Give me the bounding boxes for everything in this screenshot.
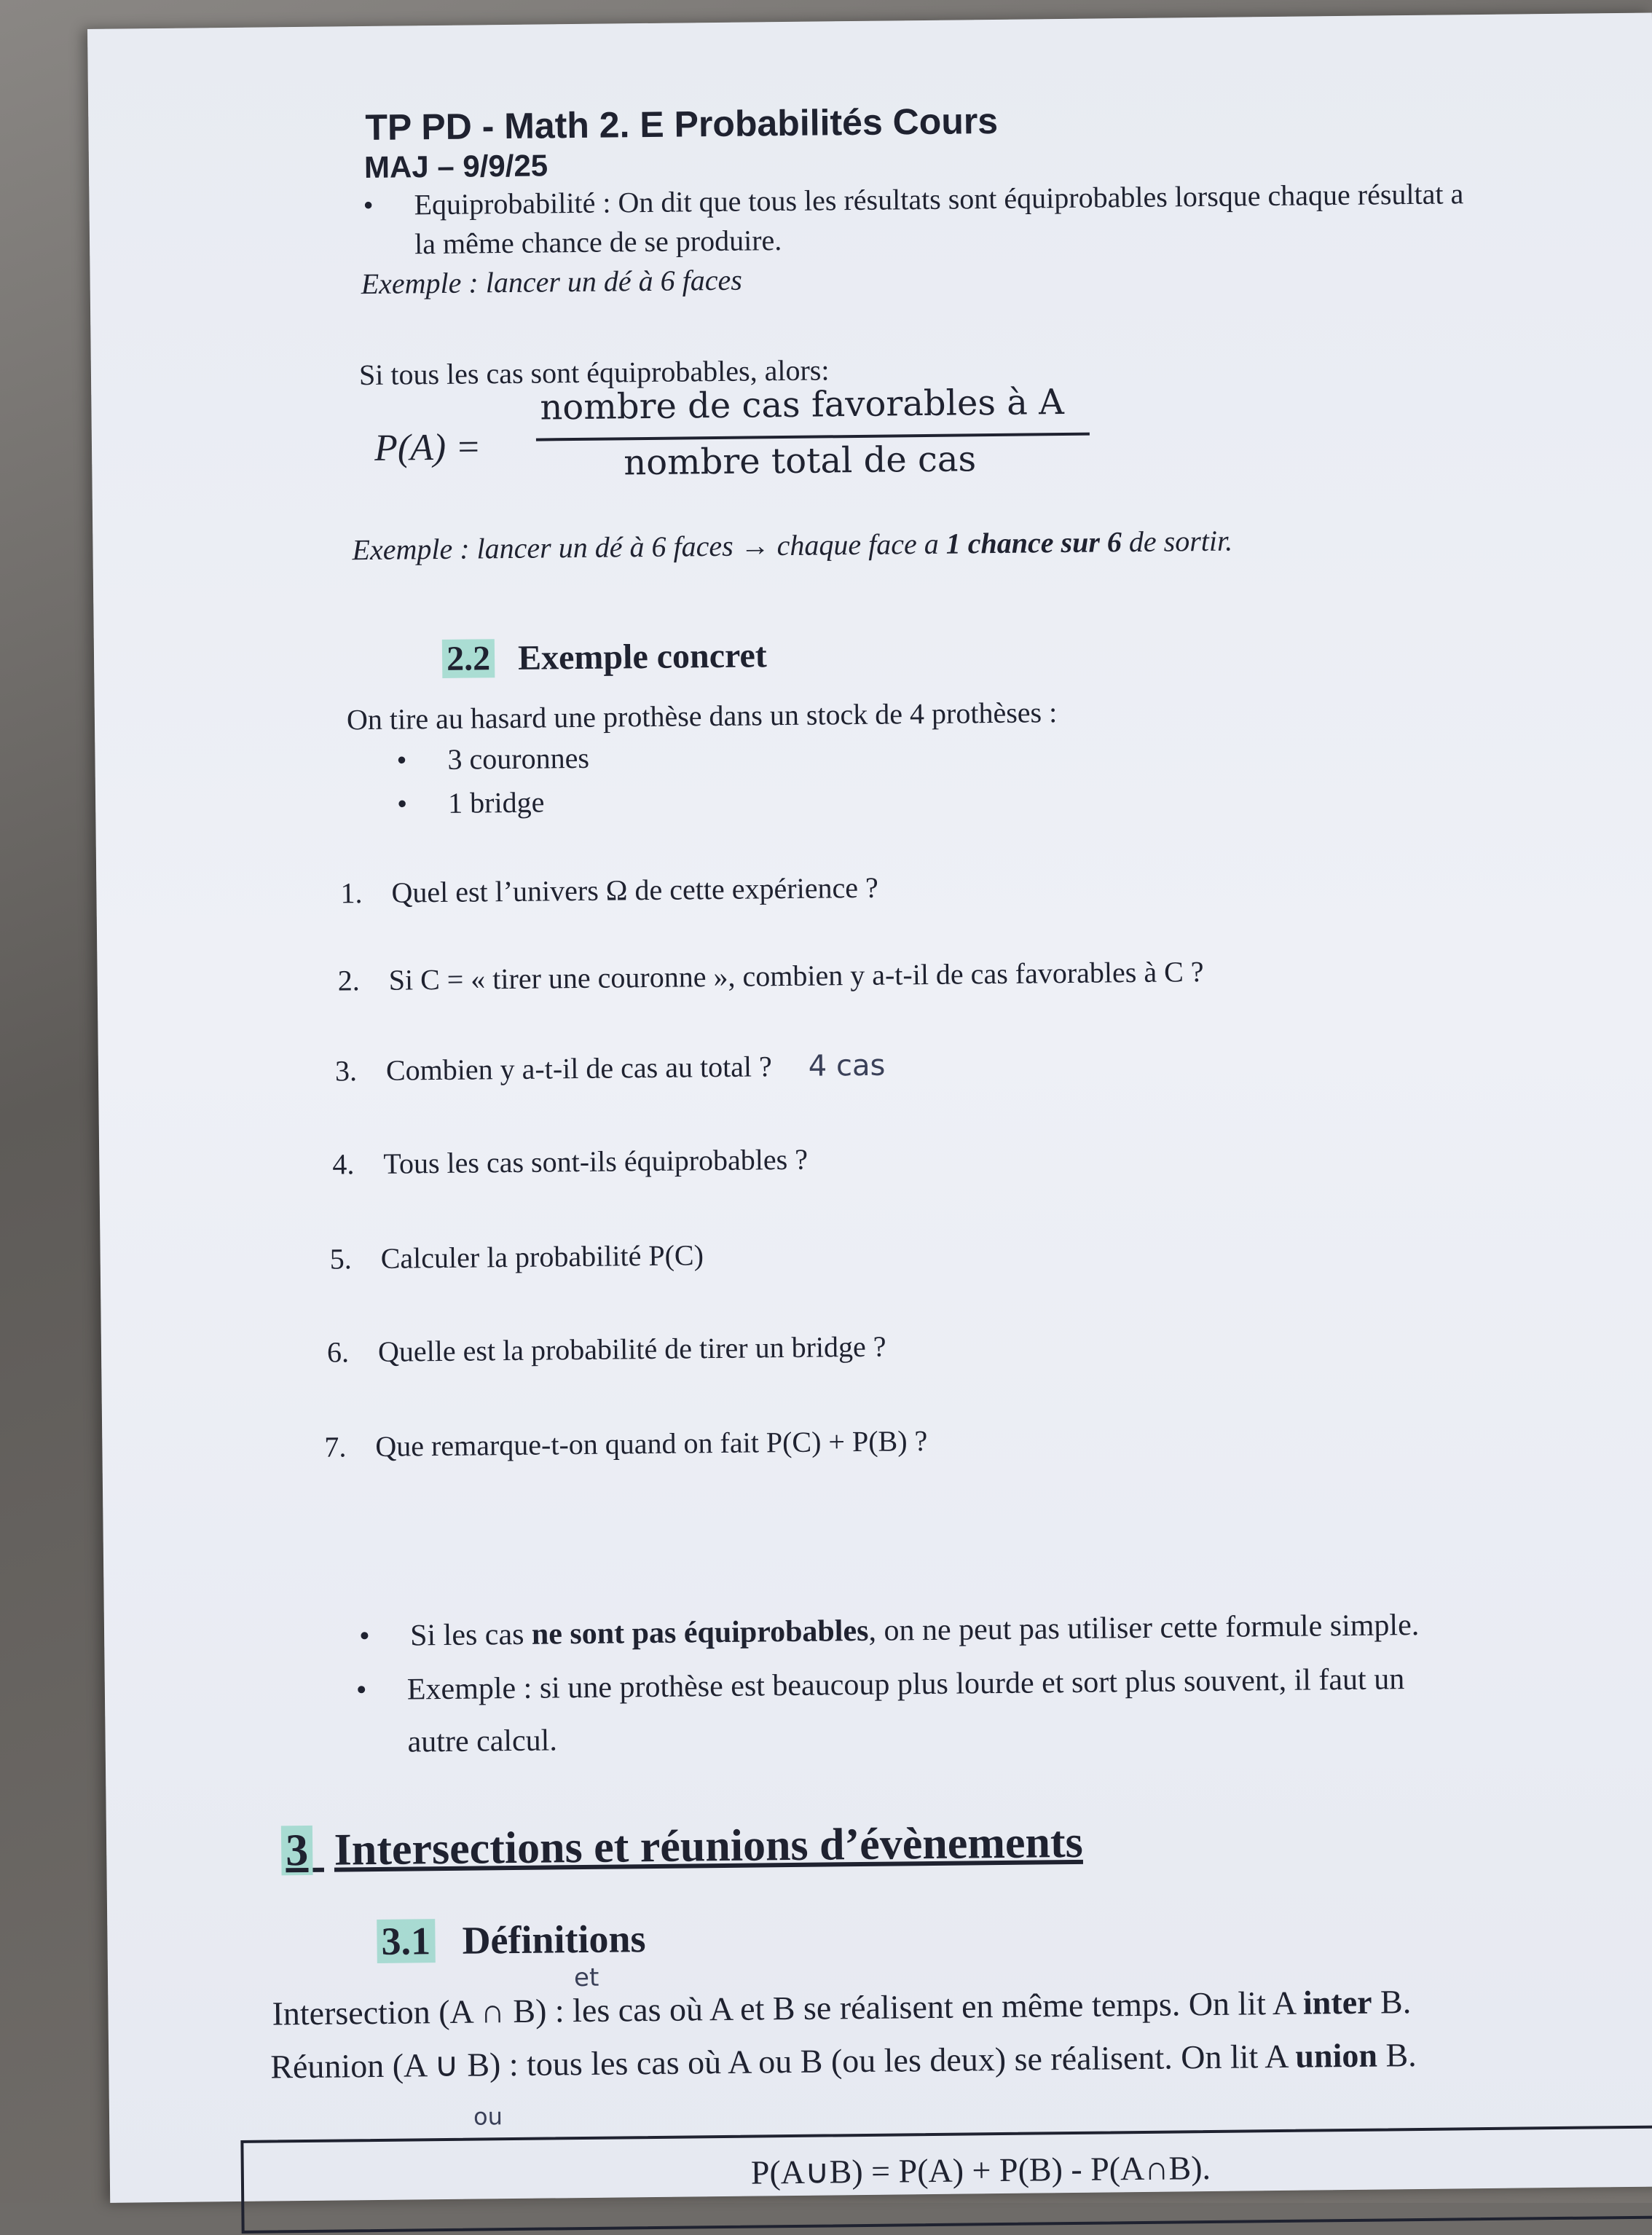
section-3-heading: [281, 1817, 1083, 1877]
note-1-bold: ne sont pas équiprobables: [531, 1614, 869, 1651]
dice-example-prefix: Exemple : lancer un dé à 6 faces → chaque face a: [352, 527, 946, 567]
equiprobability-example: Exemple : lancer un dé à 6 faces: [361, 263, 743, 301]
question-1-number: 1.: [340, 876, 363, 910]
question-2-number: 2.: [337, 964, 360, 997]
dice-example-bold: 1 chance sur 6: [945, 525, 1122, 560]
union-definition: [270, 2035, 1417, 2086]
intersection-definition: [272, 1982, 1411, 2032]
union-prefix: Réunion (A ∪ B) : tous les cas où A ou B (ou les deux) se réalisent. On lit A: [270, 2037, 1296, 2086]
section-3-1-number: 3.1: [377, 1919, 435, 1963]
question-1: [340, 871, 878, 911]
formula-lhs: P(A) =: [374, 426, 481, 469]
question-7: [324, 1423, 927, 1464]
question-4-number: 4.: [332, 1147, 355, 1181]
question-6: [327, 1329, 886, 1370]
question-2-text: Si C = « tirer une couronne », combien y a-t-il de cas favorables à C ?: [388, 955, 1204, 997]
question-5: [329, 1238, 704, 1276]
note-1-suffix: , on ne peut pas utiliser cette formule simple.: [868, 1608, 1420, 1648]
update-date: MAJ – 9/9/25: [363, 148, 548, 185]
stock-item-bridge: • 1 bridge: [448, 785, 545, 820]
section-3-title: Intersections et réunions d’évènements: [334, 1817, 1084, 1875]
question-6-text: Quelle est la probabilité de tirer un bridge ?: [377, 1329, 886, 1368]
section-3-number: 3: [281, 1826, 313, 1875]
question-7-text: Que remarque-t-on quand on fait P(C) + P(B) ?: [375, 1424, 928, 1463]
question-5-text: Calculer la probabilité P(C): [380, 1238, 704, 1275]
question-5-number: 5.: [329, 1242, 352, 1276]
note-heavy-prosthesis-line2: autre calcul.: [407, 1724, 558, 1759]
section-2-2-title: Exemple concret: [517, 636, 768, 677]
note-1-prefix: Si les cas: [409, 1617, 532, 1653]
question-1-text: Quel est l’univers Ω de cette expérience ?: [391, 871, 878, 909]
handwritten-ou: ou: [473, 2102, 503, 2131]
equiprobability-definition-line2: la même chance de se produire.: [414, 224, 782, 261]
dice-example: [352, 524, 1232, 567]
question-3: [335, 1048, 886, 1088]
question-3-handwritten-answer: 4 cas: [808, 1048, 886, 1083]
intersection-bold: inter: [1302, 1983, 1372, 2022]
union-suffix: B.: [1377, 2036, 1417, 2074]
section-3-1-title: Définitions: [462, 1917, 646, 1963]
question-3-text: Combien y a-t-il de cas au total ?: [385, 1050, 773, 1087]
intersection-suffix: B.: [1372, 1983, 1412, 2021]
union-formula: P(A∪B) = P(A) + P(B) - P(A∩B).: [750, 2149, 1211, 2191]
question-6-number: 6.: [326, 1335, 350, 1369]
question-4-text: Tous les cas sont-ils équiprobables ?: [383, 1142, 809, 1180]
page-title: TP PD - Math 2. E Probabilités Cours: [365, 100, 999, 149]
document-page: [87, 13, 1652, 2203]
formula-numerator: nombre de cas favorables à A: [540, 381, 1065, 428]
question-2: [337, 954, 1203, 997]
question-7-number: 7.: [324, 1430, 347, 1464]
formula-denominator: nombre total de cas: [623, 439, 977, 484]
section-2-2-number: 2.2: [442, 639, 495, 678]
section-3-1-heading: [377, 1916, 646, 1964]
handwritten-et: et: [573, 1963, 599, 1993]
equiprobability-definition-line1: • Equiprobabilité : On dit que tous les résultats sont équiprobables lorsque chaque résultat a: [414, 176, 1463, 221]
question-4: [332, 1142, 808, 1182]
formula-intro: Si tous les cas sont équiprobables, alors:: [358, 353, 830, 392]
note-heavy-prosthesis-line1: • Exemple : si une prothèse est beaucoup plus lourde et sort plus souvent, il faut un: [407, 1662, 1405, 1707]
stock-item-crowns: • 3 couronnes: [447, 741, 589, 777]
question-3-number: 3.: [334, 1054, 358, 1088]
section-2-2-intro: On tire au hasard une prothèse dans un stock de 4 prothèses :: [346, 696, 1058, 737]
dice-example-suffix: de sortir.: [1121, 524, 1233, 559]
note-non-equiprobable: [410, 1608, 1420, 1654]
union-bold: union: [1295, 2036, 1378, 2075]
intersection-prefix: Intersection (A ∩ B) : les cas où A et B se réalisent en même temps. On lit A: [272, 1984, 1304, 2032]
section-2-2-heading: [442, 635, 767, 679]
